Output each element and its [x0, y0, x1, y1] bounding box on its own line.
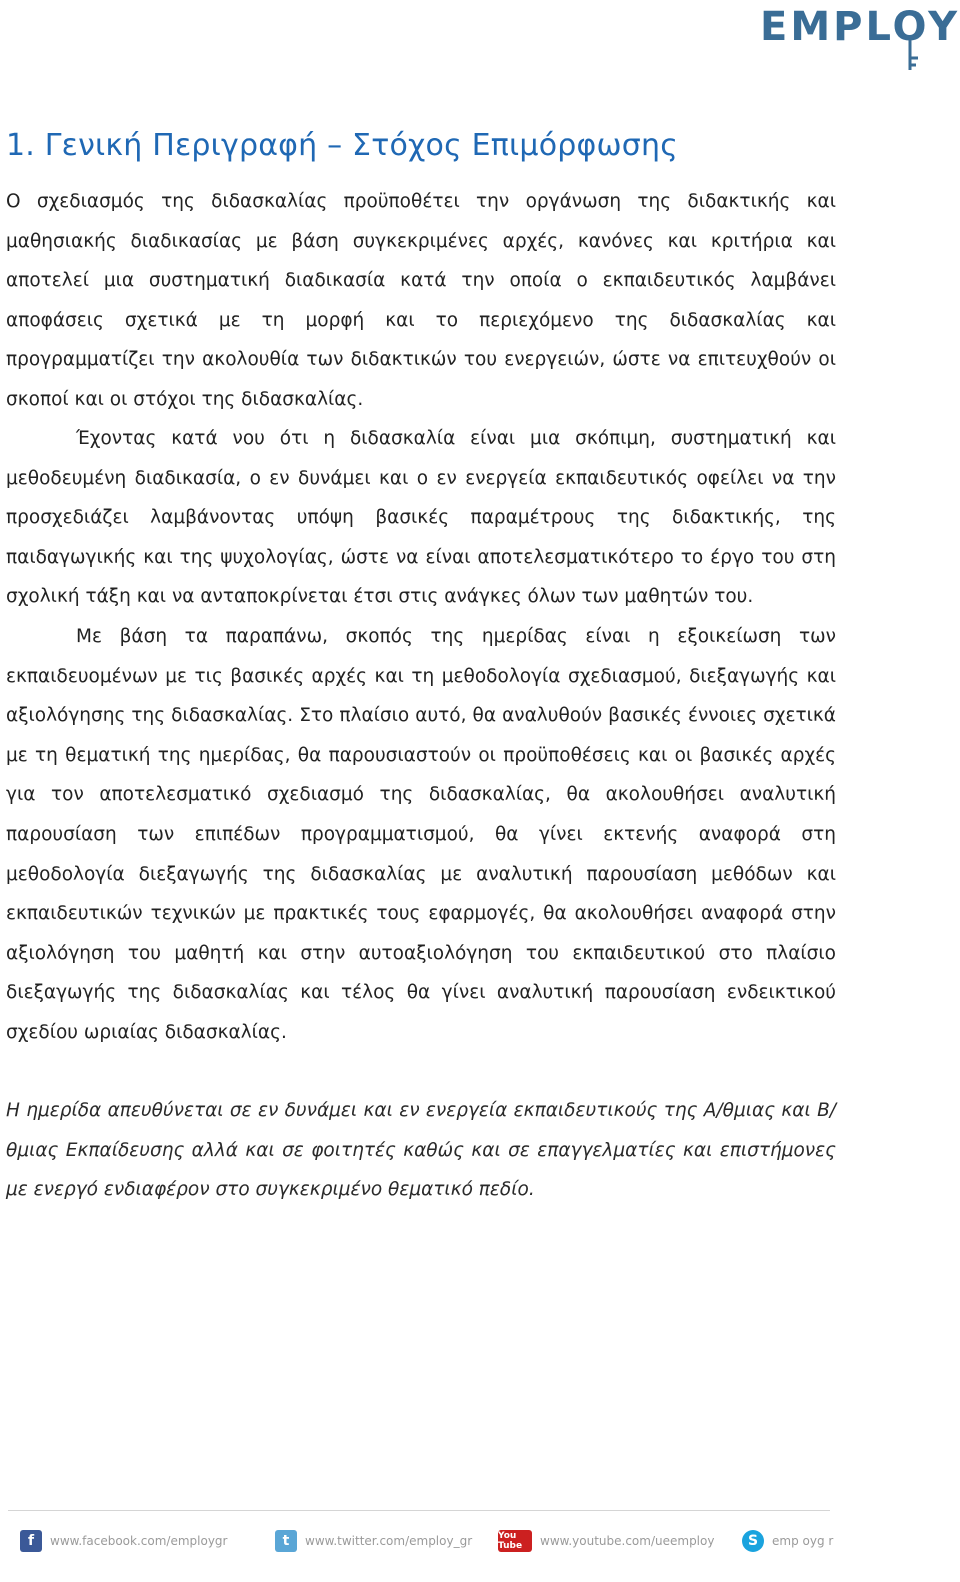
paragraph-planning: Έχοντας κατά νου ότι η διδασκαλία είναι μια σκόπιμη, συστηματική και μεθοδευμένη διαδικασία, ο εν δυνάμει και ο εν ενεργεία εκπαιδευτικός οφείλει να την προσχεδιάζει λαμβάνοντας υπόψη βασικές παραμέτρους της διδακτικής, της παιδαγωγικής και της ψυχολογίας, ώστε να είναι αποτελεσματικότερο το έργο του στη σχολική τάξη και να ανταποκρίνεται έτσι στις ανάγκες όλων των μαθητών του.: [6, 428, 836, 608]
footer-skype-link[interactable]: [742, 1526, 833, 1556]
section-heading: 1. Γενική Περιγραφή – Στόχος Επιμόρφωσης: [6, 128, 679, 163]
footer-twitter-link[interactable]: [275, 1526, 472, 1556]
twitter-icon: t: [275, 1530, 297, 1552]
footer-facebook-link[interactable]: [20, 1526, 227, 1556]
skype-handle: emp oyg r: [772, 1534, 834, 1548]
paragraph-intro: Ο σχεδιασμός της διδασκαλίας προϋποθέτει την οργάνωση της διδακτικής και μαθησιακής διαδικασίας με βάση συγκεκριμένες αρχές, κανόνες και κριτήρια και αποτελεί μια συστηματική διαδικασία κατά την οποία ο εκπαιδευτικός λαμβάνει αποφάσεις σχετικά με τη μορφή και το περιεχόμενο της διδασκαλίας και προγραμματίζει την ακολουθία των διδακτικών του ενεργειών, ώστε να επιτευχθούν οι σκοποί και οι στόχοι της διδασκαλίας.: [6, 191, 836, 410]
twitter-url: www.twitter.com/employ_gr: [305, 1534, 473, 1548]
footer-youtube-link[interactable]: [498, 1526, 714, 1556]
facebook-url: www.facebook.com/employgr: [50, 1534, 228, 1548]
skype-icon: S: [742, 1530, 764, 1552]
youtube-icon: You Tube: [498, 1530, 532, 1552]
footer-divider: [8, 1510, 830, 1511]
key-icon: [750, 2, 950, 74]
paragraph-audience: Η ημερίδα απευθύνεται σε εν δυνάμει και εν ενεργεία εκπαιδευτικούς της Α/θμιας και Β/θμιας Εκπαίδευσης αλλά και σε φοιτητές καθώς και σε επαγγελματίες και επιστήμονες με ενεργό ενδιαφέρον στο συγκεκριμένο θεματικό πεδίο.: [6, 1100, 836, 1201]
employ-logo: [750, 2, 960, 74]
facebook-icon: f: [20, 1530, 42, 1552]
paragraph-purpose: Με βάση τα παραπάνω, σκοπός της ημερίδας είναι η εξοικείωση των εκπαιδευομένων με τις βασικές αρχές και τη μεθοδολογία σχεδιασμού, διεξαγωγής και αξιολόγησης της διδασκαλίας. Στο πλαίσιο αυτό, θα αναλυθούν βασικές έννοιες σχετικά με τη θεματική της ημερίδας, θα παρουσιαστούν οι προϋποθέσεις και οι βασικές αρχές για τον αποτελεσματικό σχεδιασμό της διδασκαλίας, θα ακολουθήσει αναλυτική παρουσίαση των επιπέδων προγραμματισμού, θα γίνει εκτενής αναφορά στη μεθοδολογία διεξαγωγής της διδασκαλίας με αναλυτική παρουσίαση μεθόδων και εκπαιδευτικών τεχνικών με πρακτικές τους εφαρμογές, θα ακολουθήσει αναφορά στην αξιολόγηση του μαθητή και στην αυτοαξιολόγηση του εκπαιδευτικού στο πλαίσιο διεξαγωγής της διδασκαλίας και τέλος θα γίνει αναλυτική παρουσίαση ενδεικτικού σχεδίου ωριαίας διδασκαλίας.: [6, 626, 836, 1043]
logo-text: EMPLOY: [760, 4, 960, 50]
footer: [20, 1526, 940, 1556]
youtube-url: www.youtube.com/ueemploy: [540, 1534, 715, 1548]
